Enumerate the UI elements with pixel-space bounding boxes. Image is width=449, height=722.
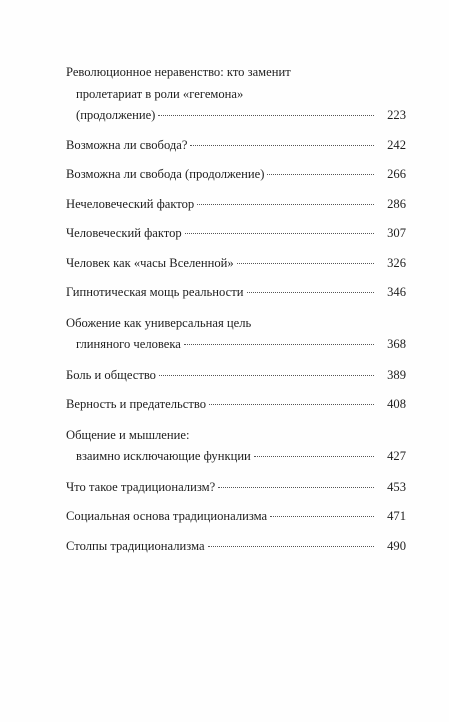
toc-entry-title-line: Революционное неравенство: кто заменит (66, 65, 291, 79)
page-number: 427 (387, 449, 406, 463)
toc-entry-title: Гипнотическая мощь реальности (66, 285, 244, 299)
toc-entry-title: Возможна ли свобода? (66, 137, 188, 152)
toc-entry-title-line: Общение и мышление: (66, 427, 190, 442)
toc-entry-title: Нечеловеческий фактор (66, 196, 195, 211)
page-number: 368 (387, 337, 406, 351)
toc-entry (66, 394, 406, 416)
dot-leader (190, 145, 374, 146)
toc-entry-title: Что такое традиционализм? (66, 479, 216, 494)
dot-leader (197, 204, 374, 205)
table-of-contents (66, 62, 406, 557)
toc-entry (66, 536, 406, 558)
dot-leader (208, 546, 374, 547)
page-number: 242 (387, 137, 406, 152)
toc-entry (66, 194, 406, 216)
dot-leader (237, 263, 374, 264)
toc-entry-title: Боль и общество (66, 367, 156, 382)
toc-entry-title-line: (продолжение) (76, 108, 156, 122)
page-number: 223 (387, 108, 406, 122)
dot-leader (247, 292, 375, 293)
dot-leader (184, 344, 374, 345)
page-number: 307 (387, 226, 406, 240)
toc-entry-title-line: взаимно исключающие функции (76, 449, 251, 463)
page-number: 408 (387, 397, 406, 411)
toc-entry-title: Человек как «часы Вселенной» (66, 255, 234, 270)
toc-entry (66, 425, 406, 468)
page-number: 389 (387, 367, 406, 382)
toc-entry (66, 62, 406, 127)
page-number: 286 (387, 196, 406, 211)
dot-leader (209, 404, 374, 405)
toc-entry (66, 282, 406, 304)
dot-leader (218, 487, 374, 488)
toc-entry-title: Столпы традиционализма (66, 538, 205, 553)
toc-entry-title: Возможна ли свобода (продолжение) (66, 167, 265, 181)
toc-entry-title-line: глиняного человека (76, 337, 181, 351)
page-number: 453 (387, 479, 406, 494)
dot-leader (158, 115, 374, 116)
page-number: 471 (387, 509, 406, 523)
toc-entry (66, 253, 406, 275)
page-number: 490 (387, 538, 406, 553)
toc-entry-title-line: Обожение как универсальная цель (66, 315, 252, 330)
toc-entry (66, 313, 406, 356)
page-number: 266 (387, 167, 406, 181)
dot-leader (185, 233, 374, 234)
toc-entry-title: Верность и предательство (66, 397, 207, 411)
page-number: 326 (387, 255, 406, 270)
dot-leader (254, 456, 374, 457)
dot-leader (270, 516, 374, 517)
toc-entry (66, 365, 406, 387)
toc-entry (66, 477, 406, 499)
toc-entry-title: Социальная основа традиционализма (66, 509, 268, 523)
toc-entry (66, 164, 406, 186)
dot-leader (159, 375, 374, 376)
toc-entry-title: Человеческий фактор (66, 226, 182, 240)
toc-entry (66, 223, 406, 245)
toc-entry-title-line: пролетариат в роли «гегемона» (76, 86, 244, 101)
toc-entry (66, 506, 406, 528)
toc-entry (66, 135, 406, 157)
page-number: 346 (387, 285, 406, 299)
dot-leader (267, 174, 374, 175)
